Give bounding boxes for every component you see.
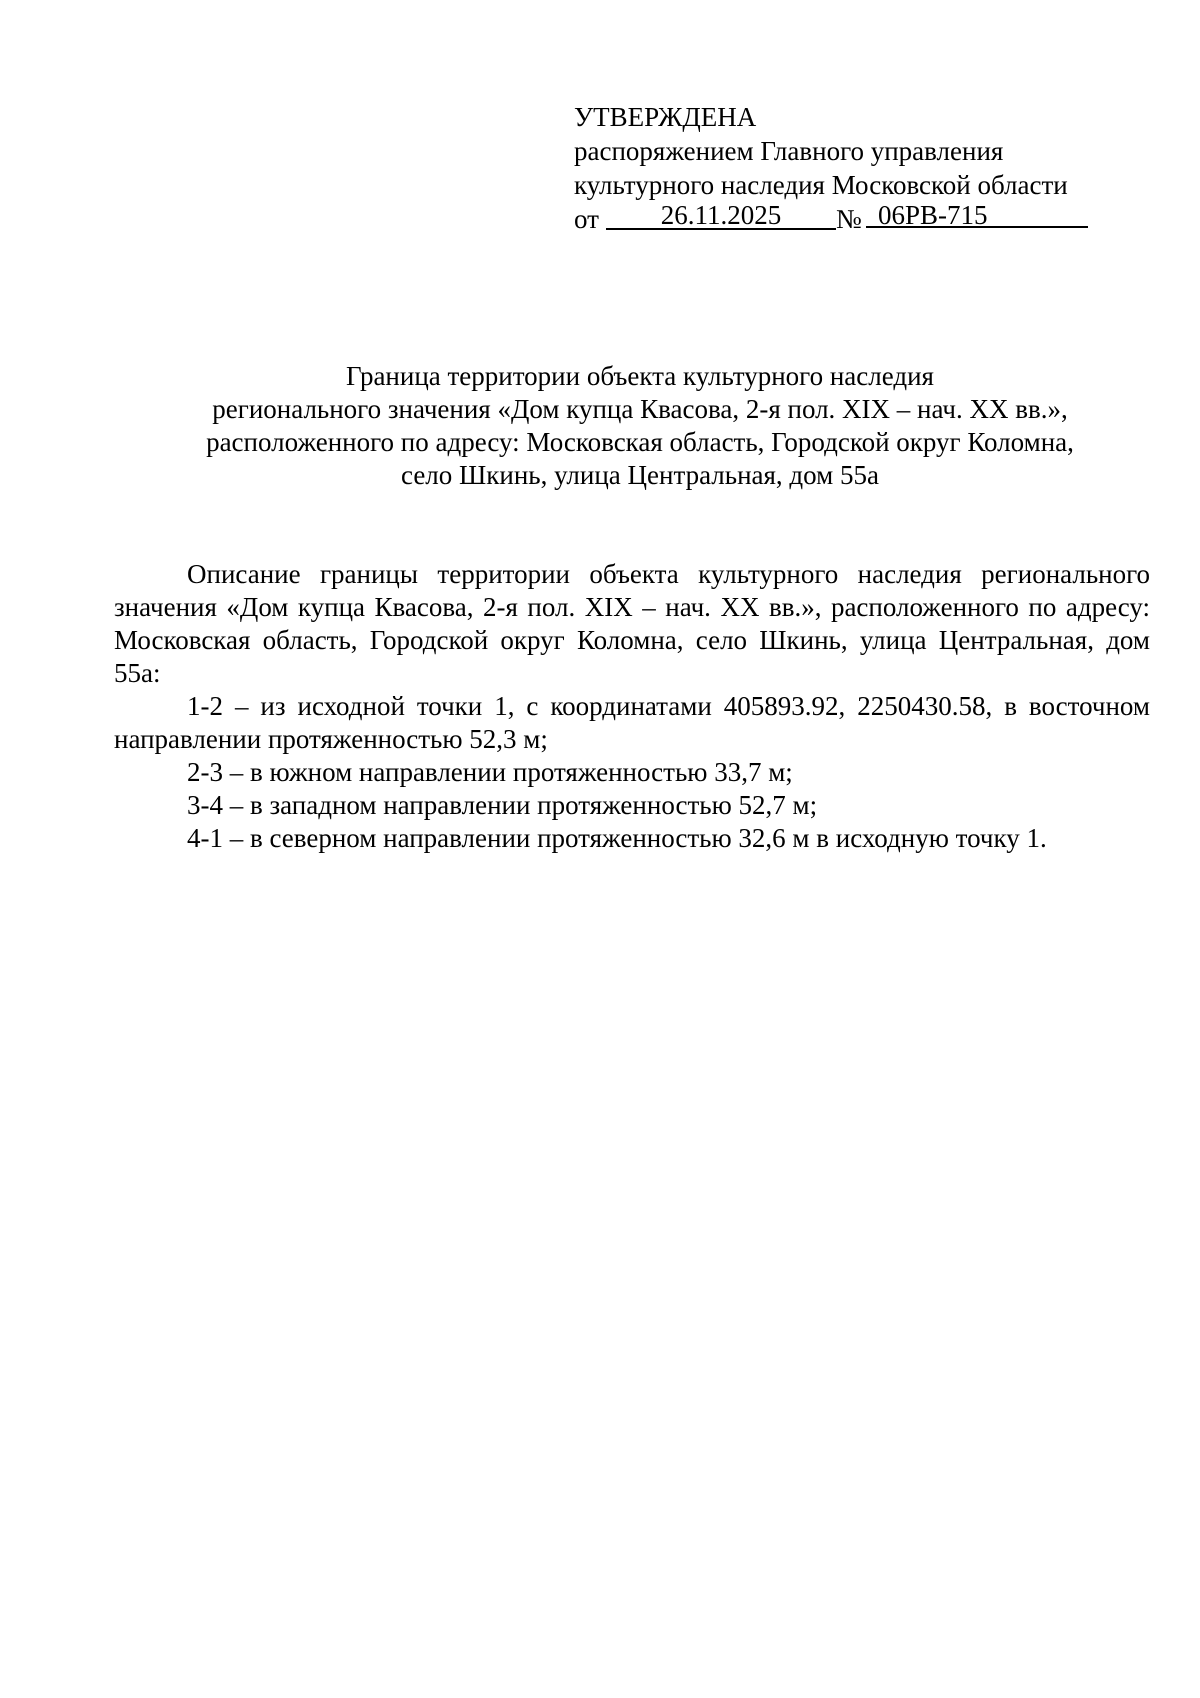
boundary-description: [114, 558, 1150, 855]
approval-date: 26.11.2025: [606, 198, 836, 230]
document-title: [110, 360, 1170, 492]
title-line-1: Граница территории объекта культурного наследия: [346, 361, 934, 391]
from-label: от: [574, 204, 599, 234]
title-line-2: регионального значения «Дом купца Квасова, 2-я пол. XIX – нач. XX вв.»,: [212, 394, 1068, 424]
number-label: №: [836, 204, 862, 234]
approval-heading: УТВЕРЖДЕНА: [574, 102, 757, 132]
title-line-4: село Шкинь, улица Центральная, дом 55а: [401, 460, 879, 490]
segment-1-2: 1-2 – из исходной точки 1, с координатами 405893.92, 2250430.58, в восточном направлении протяженностью 52,3 м;: [114, 691, 1150, 754]
title-line-3: расположенного по адресу: Московская область, Городской округ Коломна,: [206, 427, 1074, 457]
approval-authority-line-1: распоряжением Главного управления: [574, 136, 1004, 166]
approval-date-number-row: [574, 202, 1094, 236]
approval-number: 06РВ-715: [866, 198, 1088, 228]
approval-stamp: [574, 100, 1094, 236]
segment-2-3: 2-3 – в южном направлении протяженностью 33,7 м;: [187, 757, 793, 787]
segment-3-4: 3-4 – в западном направлении протяженностью 52,7 м;: [187, 790, 818, 820]
approval-authority-line-2: культурного наследия Московской области: [574, 170, 1068, 200]
description-intro: Описание границы территории объекта культурного наследия регионального значения «Дом купца Квасова, 2-я пол. XIX – нач. XX вв.», расположенного по адресу: Московская область, Городской округ Коломна, село Шкинь, улица Центральная, дом 55а:: [114, 559, 1150, 688]
segment-4-1: 4-1 – в северном направлении протяженностью 32,6 м в исходную точку 1.: [187, 823, 1047, 853]
